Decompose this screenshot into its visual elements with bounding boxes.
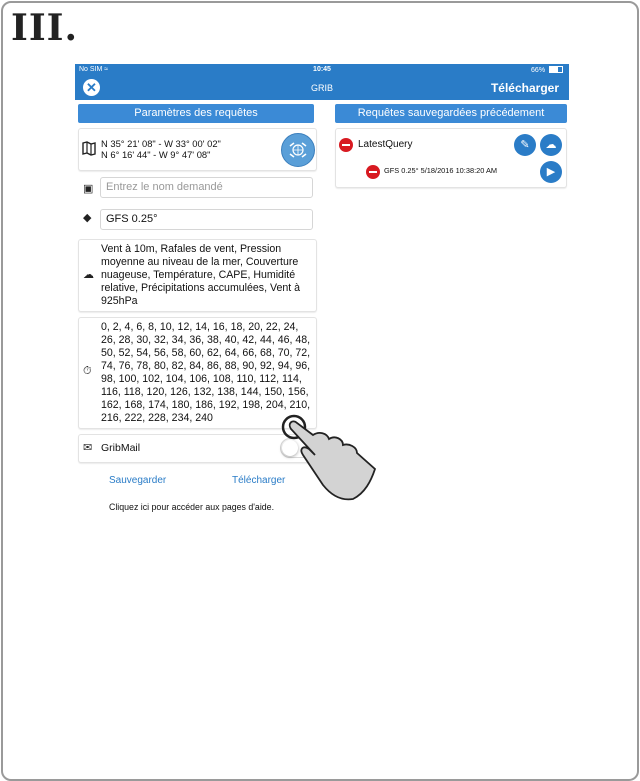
edit-icon[interactable]: ✎: [514, 134, 536, 156]
nav-title: GRIB: [310, 83, 333, 93]
pointing-hand-icon: [279, 411, 379, 503]
cloud-download-icon[interactable]: ☁: [540, 134, 562, 156]
model-select[interactable]: GFS 0.25°: [100, 209, 313, 230]
query-params-header: Paramètres des requêtes: [78, 104, 314, 123]
nav-download-button[interactable]: Télécharger: [490, 81, 559, 95]
saved-queries-card: [335, 128, 567, 188]
save-button[interactable]: Sauvegarder: [109, 475, 167, 486]
delete-download-icon[interactable]: [366, 165, 380, 179]
help-link[interactable]: Cliquez ici pour accéder aux pages d'aide.: [109, 502, 275, 512]
globe-icon[interactable]: [281, 133, 315, 167]
close-icon[interactable]: ✕: [83, 79, 100, 96]
parameters-card[interactable]: [78, 239, 317, 312]
gribmail-label: GribMail: [101, 442, 141, 454]
carrier-label: No SIM: [79, 66, 103, 73]
delete-query-icon[interactable]: [339, 138, 353, 152]
area-card[interactable]: [78, 128, 317, 171]
download-button[interactable]: Télécharger: [232, 475, 286, 486]
area-coords-line1: N 35° 21' 08" - W 33° 00' 02": [101, 138, 221, 149]
saved-queries-header: Requêtes sauvegardées précédement: [335, 104, 567, 123]
map-icon: [82, 141, 96, 156]
saved-query-name[interactable]: LatestQuery: [358, 139, 413, 150]
clock: 10:45: [313, 66, 331, 73]
wifi-icon: ≈: [104, 66, 109, 73]
timesteps-text: 0, 2, 4, 6, 8, 10, 12, 14, 16, 18, 20, 22, 24, 26, 28, 30, 32, 34, 36, 38, 40, 42, 44, 46, 48, 50, 52, 54, 56, 58, 60, 62, 64, 66, 68, 70, 72, 74, 76, 78, 80, 82, 84, 86, 88, 90, 92, 94, 96, 98, 100, 102, 104, 106, 108, 110, 112, 114, 116, 118, 120, 126, 132, 138, 144, 150, 156, 162, 168, 174, 180, 186, 192, 198, 204, 210, 216, 222, 228, 234, 240: [101, 321, 311, 424]
area-coords-line2: N 6° 16' 44" - W 9° 47' 08": [101, 149, 211, 160]
play-icon[interactable]: ▶: [540, 161, 562, 183]
battery-icon: [549, 66, 563, 73]
battery-percent: 66%: [531, 67, 546, 74]
layers-icon: ◆: [83, 212, 92, 224]
weather-icon: ☁: [83, 269, 94, 281]
instruction-frame: [1, 1, 639, 781]
nav-bar: [75, 76, 569, 100]
status-bar: [75, 64, 569, 76]
query-name-input[interactable]: Entrez le nom demandé: [100, 177, 313, 198]
saved-download-item[interactable]: GFS 0.25° 5/18/2016 10:38:20 AM: [384, 166, 498, 175]
parameters-text: Vent à 10m, Rafales de vent, Pression moyenne au niveau de la mer, Couverture nuageuse, Température, CAPE, Humidité relative, Précipitations accumulées, Vent à 925hPa: [101, 243, 301, 307]
step-label: III.: [11, 7, 79, 49]
stopwatch-icon: ⏱: [83, 365, 92, 377]
mail-icon: ✉: [83, 442, 93, 454]
camera-icon: ▣: [83, 183, 94, 195]
